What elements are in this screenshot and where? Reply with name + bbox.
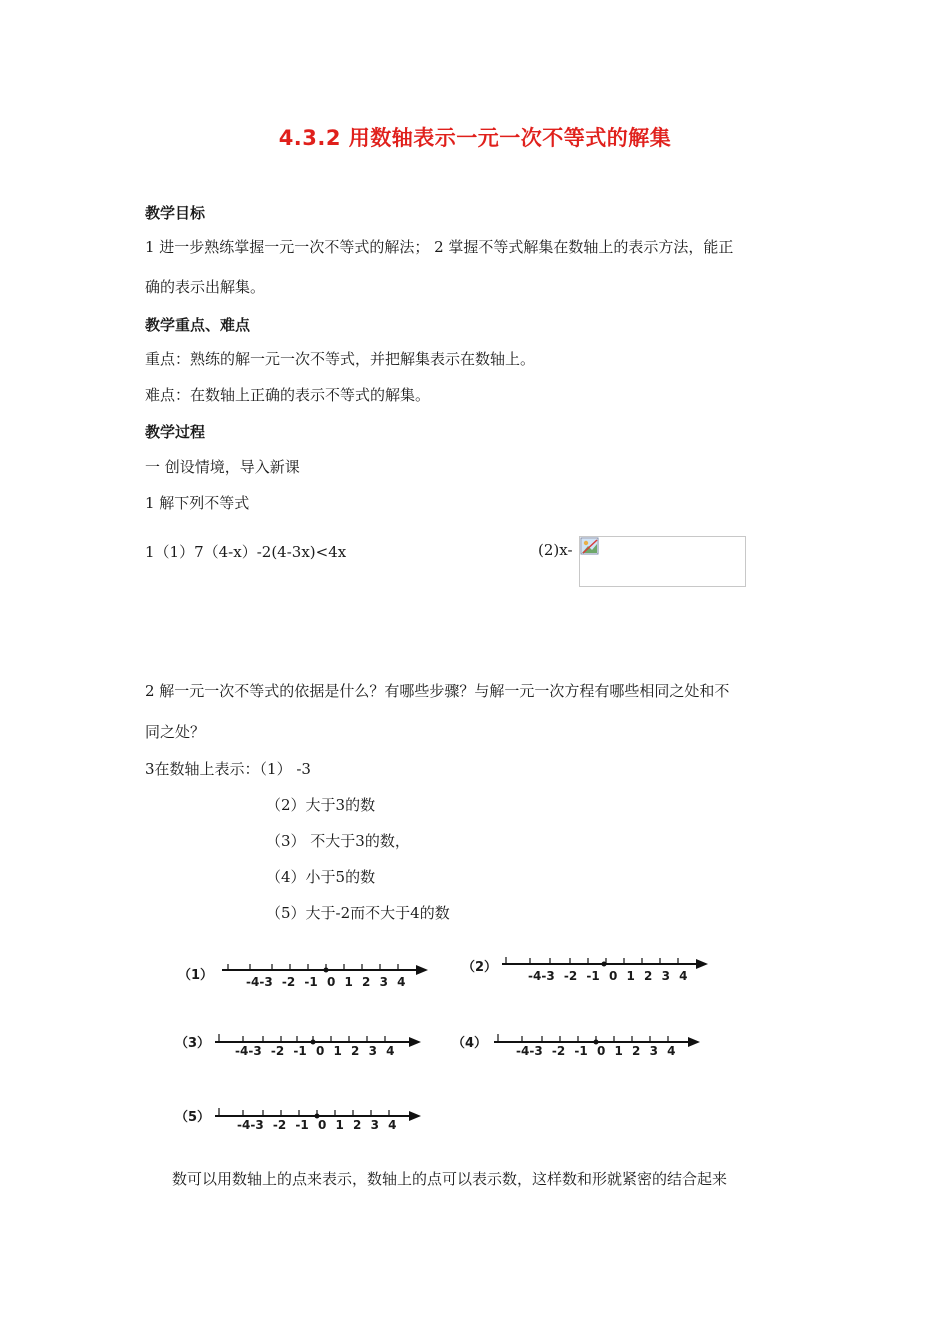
step-1-text: 一 创设情境，导入新课 — [145, 458, 300, 476]
question-2-line-1: 2 解一元一次不等式的依据是什么？有哪些步骤？与解一元一次方程有哪些相同之处和不 — [145, 682, 730, 700]
question-3-item-3: （3） 不大于3的数， — [266, 832, 410, 850]
number-line-label: （2） — [462, 960, 498, 975]
process-heading: 教学过程 — [145, 423, 206, 441]
question-1-text: 1 解下列不等式 — [145, 494, 250, 512]
question-3-text: 3在数轴上表示：（1） -3 — [145, 760, 311, 778]
difficulty-text: 难点：在数轴上正确的表示不等式的解集。 — [145, 386, 431, 404]
goals-line-2: 确的表示出解集。 — [145, 278, 266, 296]
tick-labels: -4-3 -2 -1 0 1 2 3 4 — [237, 1118, 397, 1132]
number-line-label: （1） — [178, 968, 214, 983]
number-line-label: （3） — [175, 1036, 211, 1051]
focus-text: 重点：熟练的解一元一次不等式，并把解集表示在数轴上。 — [145, 350, 536, 368]
number-line-label: （4） — [452, 1036, 488, 1051]
question-3-item-5: （5）大于-2而不大于4的数 — [266, 904, 450, 922]
goals-heading: 教学目标 — [145, 204, 206, 222]
inequality-2: (2)x- — [538, 541, 573, 559]
conclusion-text: 数可以用数轴上的点来表示，数轴上的点可以表示数，这样数和形就紧密的结合起来 — [172, 1170, 728, 1188]
goals-line-1: 1 进一步熟练掌握一元一次不等式的解法； 2 掌握不等式解集在数轴上的表示方法，能正 — [145, 238, 734, 256]
tick-labels: -4-3 -2 -1 0 1 2 3 4 — [516, 1044, 676, 1058]
page-title: 4.3.2 用数轴表示一元一次不等式的解集 — [278, 126, 672, 150]
key-points-heading: 教学重点、难点 — [145, 316, 251, 334]
inequality-1: 1（1）7（4-x）-2(4-3x)<4x — [145, 543, 347, 561]
question-2-line-2: 同之处？ — [145, 723, 206, 741]
missing-image-frame — [579, 536, 746, 587]
question-3-item-2: （2）大于3的数 — [266, 796, 376, 814]
tick-labels: -4-3 -2 -1 0 1 2 3 4 — [246, 975, 406, 989]
question-3-item-4: （4）小于5的数 — [266, 868, 376, 886]
number-line-label: （5） — [175, 1110, 211, 1125]
tick-labels: -4-3 -2 -1 0 1 2 3 4 — [528, 969, 688, 983]
tick-labels: -4-3 -2 -1 0 1 2 3 4 — [235, 1044, 395, 1058]
broken-image-icon — [580, 537, 600, 556]
